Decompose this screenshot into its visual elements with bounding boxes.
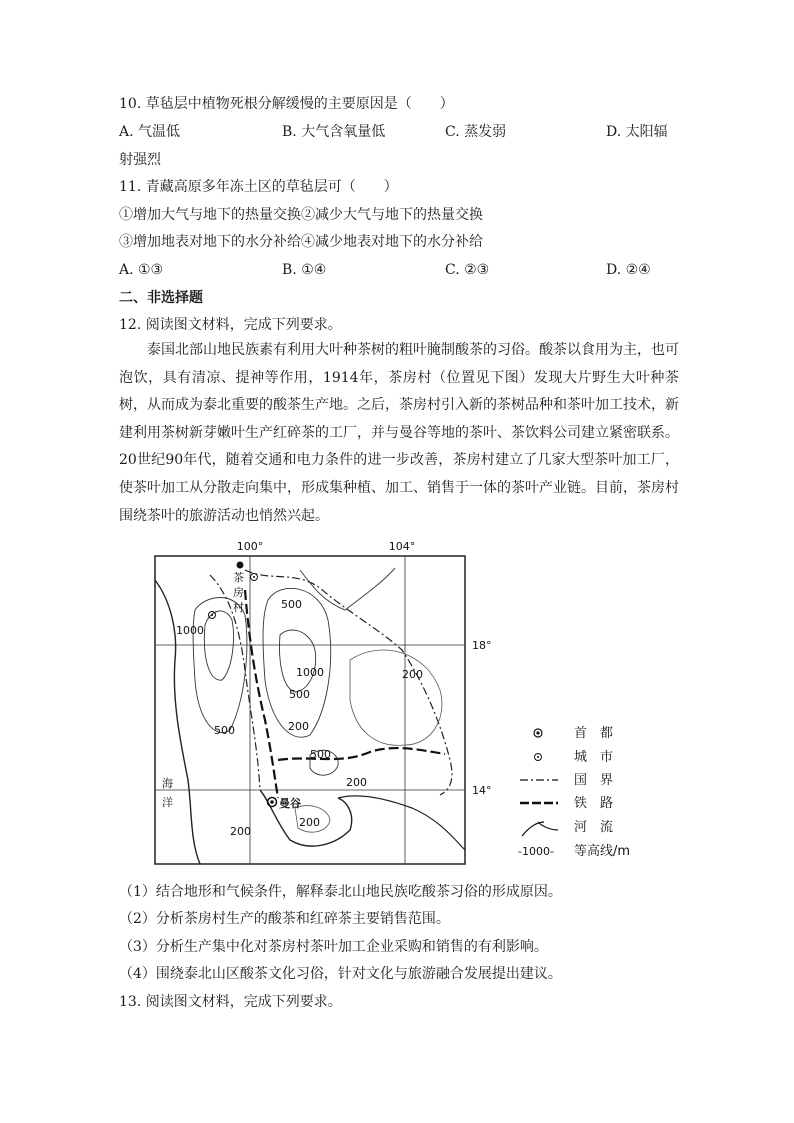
q11-stem: 11. 青藏高原多年冻土区的草毡层可（ ）: [119, 179, 398, 195]
capital-bangkok-label: 曼谷: [279, 797, 301, 810]
contour-label-200-south: 200: [346, 776, 367, 789]
section-title: 二、非选择题: [119, 290, 203, 306]
lat-label-18: 18°: [472, 639, 492, 652]
lon-label-100: 100°: [236, 540, 264, 553]
q13-stem: 13. 阅读图文材料，完成下列要求。: [119, 994, 342, 1010]
east-railway: [278, 748, 445, 760]
legend-river-icon: [522, 822, 558, 836]
q12-stem: 12. 阅读图文材料，完成下列要求。: [119, 317, 342, 333]
sea-label-2: 洋: [162, 796, 173, 809]
tea-village-label-1: 茶: [233, 571, 244, 584]
q10-options: [119, 122, 679, 142]
thailand-map-figure: [150, 540, 640, 870]
contour-label-500-north: 500: [281, 598, 302, 611]
q12-subquestion-1: （1）结合地形和气候条件，解释泰北山地民族吃酸茶习俗的形成原因。: [119, 884, 562, 900]
legend-railway-label: 铁 路: [574, 796, 614, 811]
contour-1000-central: [280, 630, 316, 692]
legend-capital-label: 首 都: [574, 726, 614, 741]
q11-item-line-1: ①增加大气与地下的热量交换②减少大气与地下的热量交换: [119, 207, 483, 223]
legend-river-label: 河 流: [574, 820, 614, 835]
q11-options: [119, 260, 679, 280]
contour-label-200-central: 200: [288, 720, 309, 733]
mekong-river: [300, 568, 395, 610]
contour-label-1000-central: 1000: [296, 666, 324, 679]
q11-option-d: D. ②④: [606, 262, 651, 278]
contour-label-200-southeast: 200: [299, 816, 320, 829]
sea-label-1: 海: [162, 777, 173, 790]
legend-border-label: 国 界: [574, 773, 614, 788]
border-town-marker: [237, 562, 244, 569]
q12-subquestion-3: （3）分析生产集中化对茶房村茶叶加工企业采购和销售的有利影响。: [119, 939, 548, 955]
contour-label-200-plateau: 200: [402, 668, 423, 681]
contour-label-500-central: 500: [289, 688, 310, 701]
map-legend: [518, 725, 630, 859]
q10-option-c: C. 蒸发弱: [445, 124, 507, 140]
q12-subquestion-4: （4）围绕泰北山区酸茶文化习俗，针对文化与旅游融合发展提出建议。: [119, 966, 562, 982]
contour-label-200-southwest: 200: [230, 825, 251, 838]
tea-village-label-2: 房: [233, 586, 244, 599]
east-coastline: [338, 796, 465, 850]
contour-1000-west: [204, 611, 233, 680]
q11-option-a: A. ①③: [119, 262, 164, 278]
q11-option-c: C. ②③: [445, 262, 490, 278]
q12-material-paragraph: 泰国北部山地民族素有利用大叶种茶树的粗叶腌制酸茶的习俗。酸茶以食用为主，也可泡饮，具有清凉、提神等作用，1914年，茶房村（位置见下图）发现大片野生大叶种茶树，从而成为泰北重要的酸茶生产地。之后，茶房村引入新的茶树品种和茶叶加工技术，新建利用茶树新芽嫩叶生产红碎茶的工厂，并与曼谷等地的茶叶、茶饮料公司建立紧密联系。20世纪90年代，随着交通和电力条件的进一步改善，茶房村建立了几家大型茶叶加工厂，使茶叶加工从分散走向集中，形成集种植、加工、销售于一体的茶叶产业链。目前，茶房村围绕茶叶的旅游活动也悄然兴起。: [119, 342, 679, 524]
contour-label-500-south: 500: [310, 748, 331, 761]
legend-city-label: 城 市: [574, 750, 614, 765]
contour-label-500-west: 500: [214, 724, 235, 737]
lat-label-14: 14°: [472, 784, 492, 797]
q11-item-line-2: ③增加地表对地下的水分补给④减少地表对地下的水分补给: [119, 234, 483, 250]
contour-label-1000-west: 1000: [176, 624, 204, 637]
q11-option-b: B. ①④: [282, 262, 327, 278]
q10-option-d: D. 太阳辐: [606, 124, 668, 140]
contour-500-west: [193, 598, 247, 733]
q10-stem: 10. 草毡层中植物死根分解缓慢的主要原因是（ ）: [119, 96, 454, 112]
q10-option-d-wrap: 射强烈: [119, 152, 161, 168]
lon-label-104: 104°: [388, 540, 416, 553]
tea-village-label-3: 村: [233, 601, 244, 614]
q12-subquestion-2: （2）分析茶房村生产的酸茶和红碎茶主要销售范围。: [119, 911, 450, 927]
q10-option-a: A. 气温低: [119, 124, 181, 140]
legend-contour-sample: -1000-: [518, 845, 554, 858]
q10-option-b: B. 大气含氧量低: [282, 124, 386, 140]
legend-contour-label: 等高线/m: [574, 844, 631, 859]
eastern-border: [245, 570, 452, 795]
